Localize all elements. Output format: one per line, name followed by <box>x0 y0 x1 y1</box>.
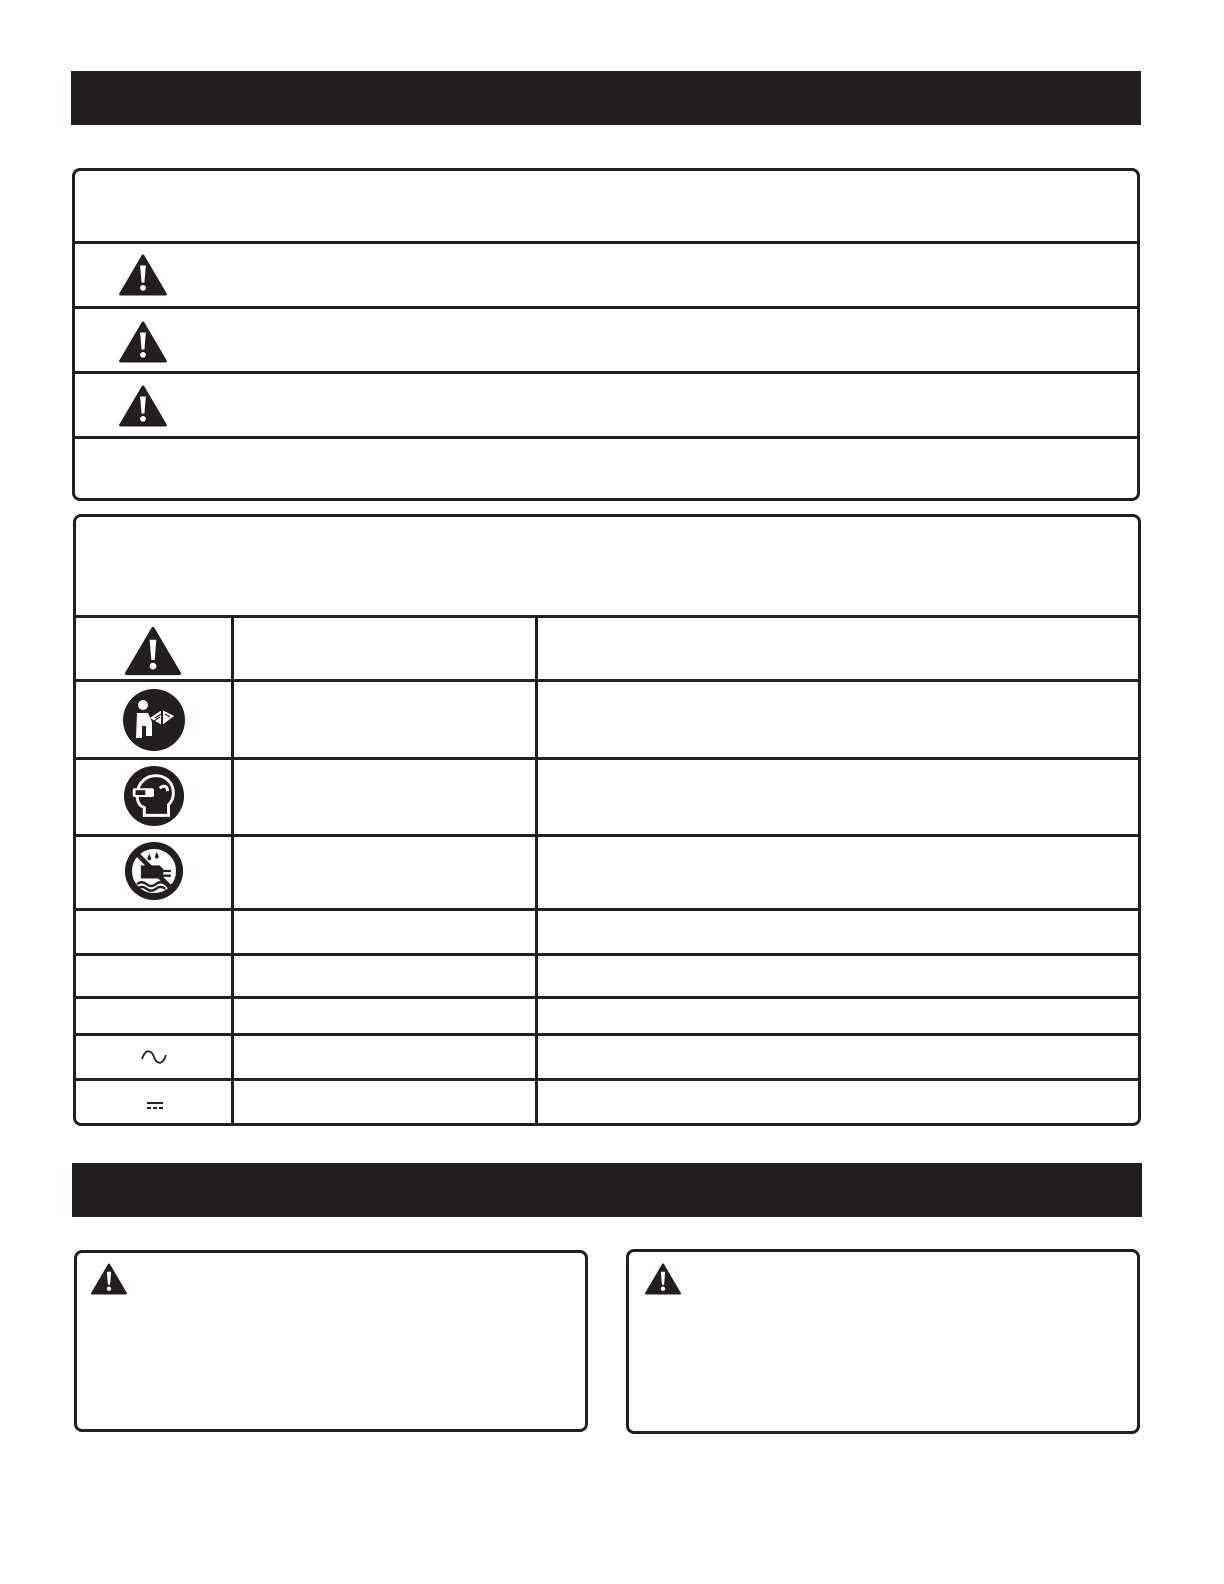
signal-word-row <box>75 244 1137 306</box>
warning-triangle-icon <box>119 385 167 427</box>
warning-box <box>626 1249 1140 1434</box>
warning-triangle-icon <box>119 254 167 296</box>
signal-word-row <box>75 309 1137 371</box>
section-header-band <box>72 1163 1142 1217</box>
signal-words-table <box>72 168 1140 501</box>
alternating-current-icon <box>140 1049 168 1065</box>
safety-alert-icon <box>125 626 181 676</box>
signal-word-row <box>75 439 1137 501</box>
signal-word-row <box>75 374 1137 436</box>
section-header-band <box>71 71 1141 125</box>
no-wet-conditions-icon <box>124 841 184 901</box>
warning-triangle-icon <box>91 1263 127 1295</box>
warning-triangle-icon <box>645 1263 681 1295</box>
warning-triangle-icon <box>119 321 167 363</box>
direct-current-icon <box>146 1101 164 1111</box>
warning-box <box>74 1250 588 1432</box>
eye-protection-icon <box>123 765 185 827</box>
read-manual-icon <box>122 688 186 752</box>
symbols-table <box>73 514 1141 1126</box>
